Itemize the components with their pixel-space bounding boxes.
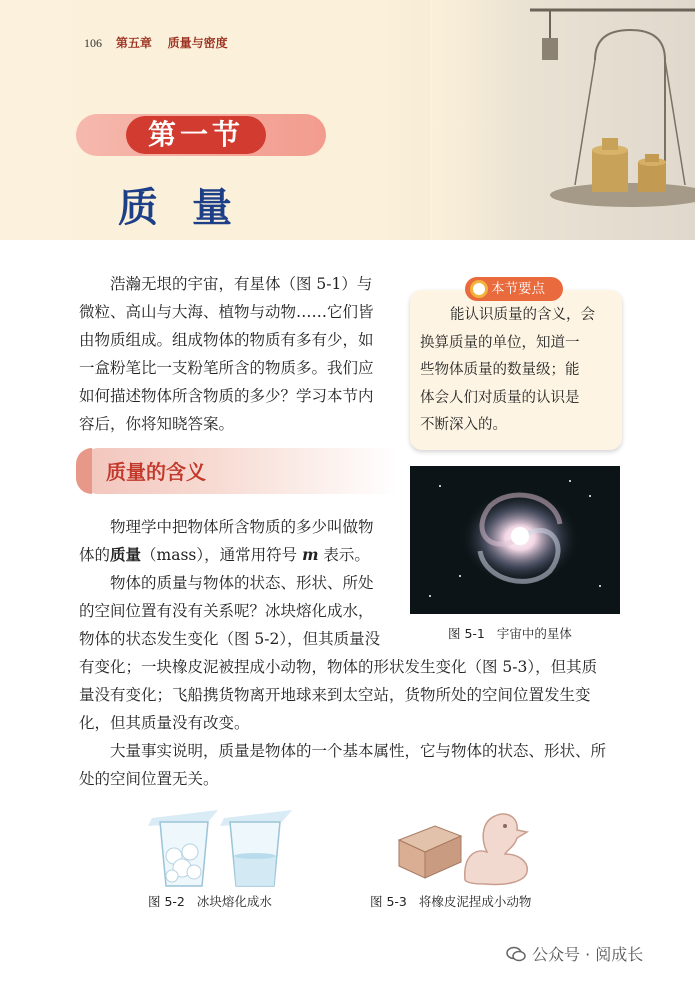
section-title: 质量 [118, 185, 266, 231]
figure-caption [370, 892, 531, 910]
definition-text: 表示。 [318, 546, 370, 564]
state-paragraph-bottom [79, 653, 639, 737]
intro-line: 容后，你将知晓答案。 [79, 415, 235, 433]
intro-line: 如何描述物体所含物质的多少？学习本节内 [79, 387, 374, 405]
clay-duck-image [395, 796, 535, 888]
paragraph-line: 有变化；一块橡皮泥被捏成小动物，物体的形状发生变化（图 5-3），但其质 [79, 658, 598, 676]
page-number: 106 [84, 36, 102, 50]
ice-melting-image [146, 800, 296, 888]
figure-caption-text: 将橡皮泥捏成小动物 [418, 894, 532, 909]
figure-caption-text: 宇宙中的星体 [496, 626, 572, 641]
galaxy-image [410, 466, 620, 614]
figure-number: 图 5-2 [148, 894, 185, 909]
chapter-label: 第五章 [115, 36, 152, 50]
key-points-text [420, 302, 616, 440]
paragraph-line: 量没有变化；飞船携货物离开地球来到太空站，货物所处的空间位置发生变 [79, 686, 591, 704]
running-head [84, 34, 228, 51]
figure-number: 图 5-1 [448, 626, 485, 641]
figure-caption-text: 冰块熔化成水 [196, 894, 272, 909]
watermark [506, 942, 643, 965]
key-point-line: 不断深入的。 [420, 417, 507, 433]
section-label: 第一节 [126, 116, 266, 154]
key-point-line: 些物体质量的数量级；能 [420, 362, 580, 378]
definition-paragraph [79, 513, 399, 569]
paragraph-line: 化，但其质量没有改变。 [79, 714, 250, 732]
state-paragraph-top [79, 569, 399, 653]
balance-scale-image [430, 0, 695, 240]
key-points-tag: 本节要点 [465, 277, 563, 301]
key-term: 质量 [110, 545, 142, 564]
intro-line: 浩瀚无垠的宇宙，有星体（图 5-1）与 [110, 275, 373, 293]
key-point-line: 能认识质量的含义，会 [450, 307, 595, 323]
subsection-title: 质量的含义 [106, 460, 206, 484]
figure-caption [148, 892, 272, 910]
figure-number: 图 5-3 [370, 894, 407, 909]
wechat-icon [506, 946, 526, 962]
key-point-line: 换算质量的单位，知道一 [420, 334, 580, 351]
figure-caption [448, 624, 572, 642]
watermark-text: 公众号 · 阅成长 [532, 945, 644, 964]
paragraph-line: 的空间位置有没有关系呢？冰块熔化成水， [79, 602, 374, 620]
paragraph-line: 大量事实说明，质量是物体的一个基本属性，它与物体的状态、形状、所 [110, 742, 607, 760]
intro-line: 一盒粉笔比一支粉笔所含的物质多。我们应 [79, 359, 374, 377]
paragraph-line: 物体的状态发生变化（图 5-2），但其质量没 [79, 630, 381, 648]
key-point-line: 体会人们对质量的认识是 [420, 389, 580, 406]
definition-line: 物理学中把物体所含物质的多少叫做物 [110, 518, 374, 536]
chapter-title: 质量与密度 [167, 36, 228, 50]
intro-line: 微粒、高山与大海、植物与动物……它们皆 [79, 303, 374, 321]
intro-line: 由物质组成。组成物体的物质有多有少，如 [79, 331, 374, 349]
conclusion-paragraph [79, 737, 639, 793]
target-icon [470, 280, 488, 298]
symbol: m [302, 545, 319, 564]
definition-text: （mass），通常用符号 [141, 546, 303, 564]
intro-paragraph [79, 270, 397, 438]
paragraph-line: 处的空间位置无关。 [79, 770, 219, 788]
definition-text: 体的 [79, 546, 111, 564]
paragraph-line: 物体的质量与物体的状态、形状、所处 [110, 574, 374, 592]
subsection-bar-edge [76, 448, 92, 494]
